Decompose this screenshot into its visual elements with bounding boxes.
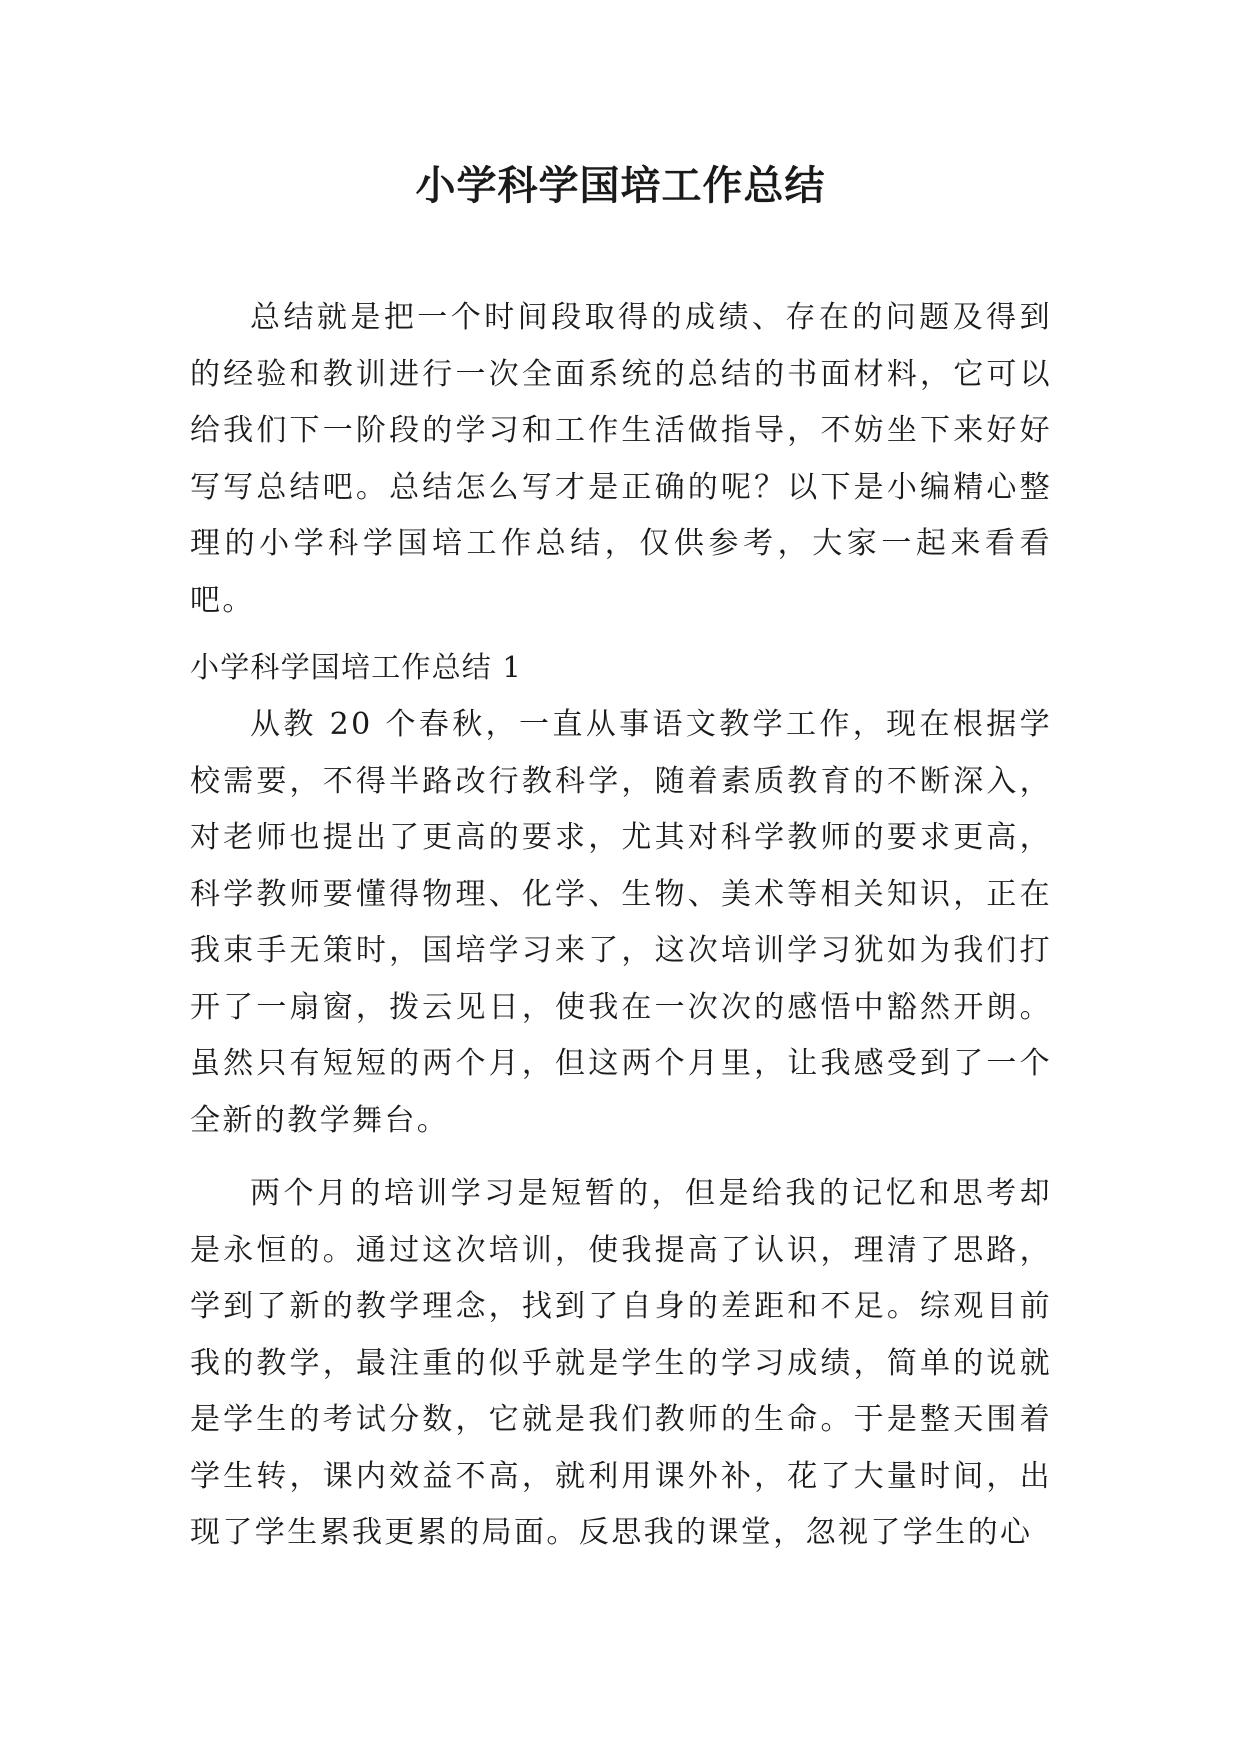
intro-paragraph: 总结就是把一个时间段取得的成绩、存在的问题及得到的经验和教训进行一次全面系统的总结的书面材料，它可以给我们下一阶段的学习和工作生活做指导，不妨坐下来好好写写总结吧。总结怎么写才是正确的呢？以下是小编精心整理的小学科学国培工作总结，仅供参考，大家一起来看看吧。 — [190, 300, 1052, 618]
body-paragraph: 从教 20 个春秋，一直从事语文教学工作，现在根据学校需要，不得半路改行教科学，随着素质教育的不断深入，对老师也提出了更高的要求，尤其对科学教师的要求更高，科学教师要懂得物理、化学、生物、美术等相关知识，正在我束手无策时，国培学习来了，这次培训学习犹如为我们打开了一扇窗，拨云见日，使我在一次次的感悟中豁然开朗。虽然只有短短的两个月，但这两个月里，让我感受到了一个全新的教学舞台。 — [190, 707, 1052, 1138]
document-title: 小学科学国培工作总结 — [415, 162, 826, 209]
body-paragraph: 两个月的培训学习是短暂的，但是给我的记忆和思考却是永恒的。通过这次培训，使我提高了认识，理清了思路，学到了新的教学理念，找到了自身的差距和不足。综观目前我的教学，最注重的似乎就是学生的学习成绩，简单的说就是学生的考试分数，它就是我们教师的生命。于是整天围着学生转，课内效益不高，就利用课外补，花了大量时间，出现了学生累我更累的局面。反思我的课堂，忽视了学生的心 — [190, 1176, 1052, 1550]
section-heading: 小学科学国培工作总结 1 — [190, 650, 523, 684]
